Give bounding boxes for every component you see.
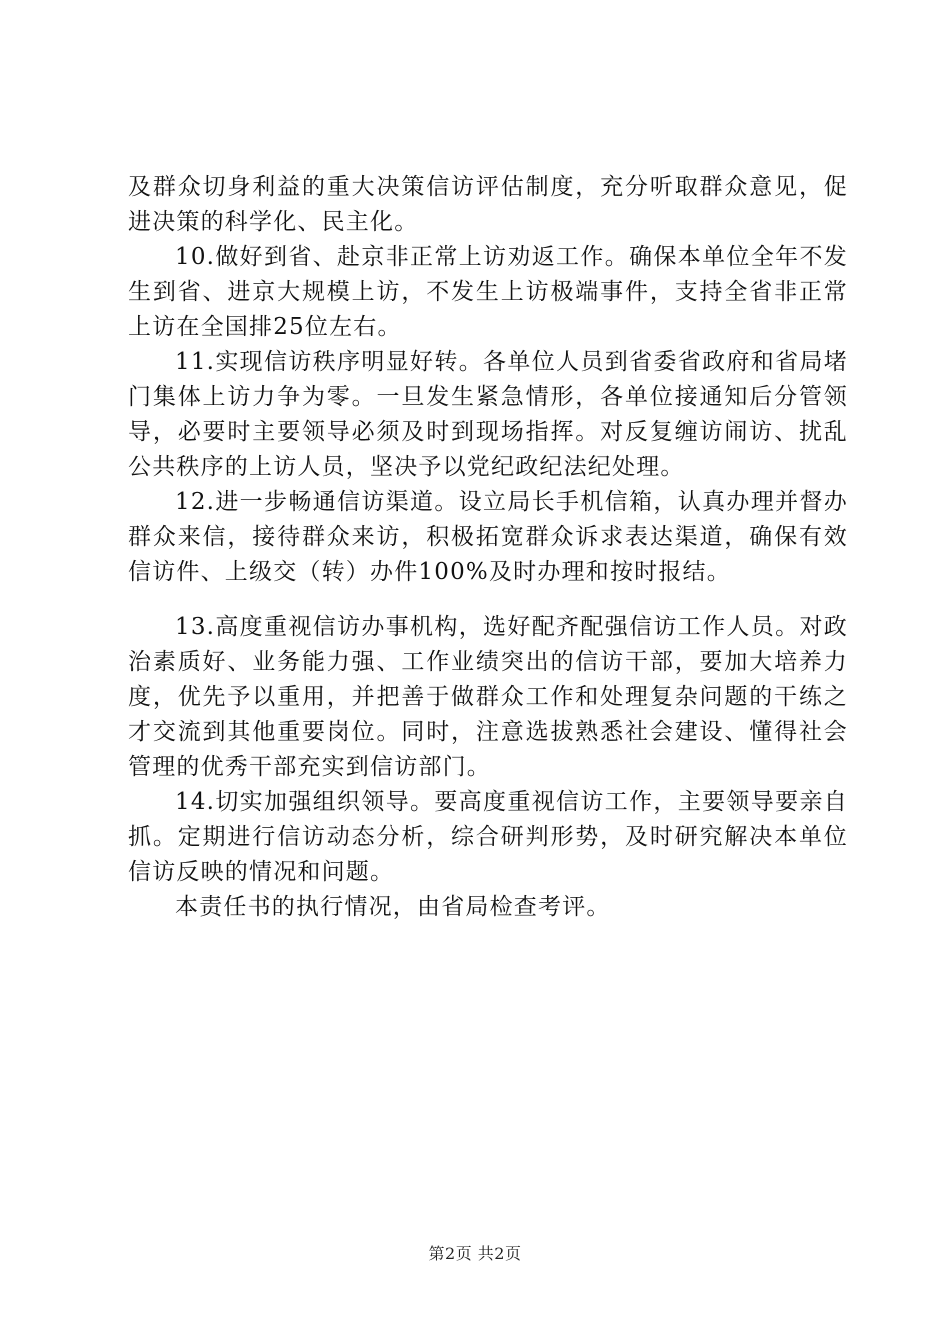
paragraph-item-13: 13.高度重视信访办事机构，选好配齐配强信访工作人员。对政治素质好、业务能力强、工作业绩突出的信访干部，要加大培养力度，优先予以重用，并把善于做群众工作和处理复杂问题的干练之才交流到其他重要岗位。同时，注意选拔熟悉社会建设、懂得社会管理的优秀干部充实到信访部门。 xyxy=(128,614,848,780)
paragraph-item-10: 10.做好到省、赴京非正常上访劝返工作。确保本单位全年不发生到省、进京大规模上访，不发生上访极端事件，支持全省非正常上访在全国排25位左右。 xyxy=(128,244,848,340)
paragraph-item-14: 14.切实加强组织领导。要高度重视信访工作，主要领导要亲自抓。定期进行信访动态分析，综合研判形势，及时研究解决本单位信访反映的情况和问题。 xyxy=(128,789,848,885)
paragraph-item-11: 11.实现信访秩序明显好转。各单位人员到省委省政府和省局堵门集体上访力争为零。一旦发生紧急情形，各单位接通知后分管领导，必要时主要领导必须及时到现场指挥。对反复缠访闹访、扰乱公共秩序的上访人员，坚决予以党纪政纪法纪处理。 xyxy=(128,349,848,480)
paragraph-closing: 本责任书的执行情况，由省局检查考评。 xyxy=(175,894,611,920)
document-body xyxy=(128,170,848,925)
paragraph-continuation: 及群众切身利益的重大决策信访评估制度，充分听取群众意见，促进决策的科学化、民主化。 xyxy=(128,174,848,235)
page-number-footer: 第2页 共2页 xyxy=(428,1244,522,1263)
paragraph-item-12: 12.进一步畅通信访渠道。设立局长手机信箱，认真办理并督办群众来信，接待群众来访，积极拓宽群众诉求表达渠道，确保有效信访件、上级交（转）办件100%及时办理和按时报结。 xyxy=(128,489,848,585)
